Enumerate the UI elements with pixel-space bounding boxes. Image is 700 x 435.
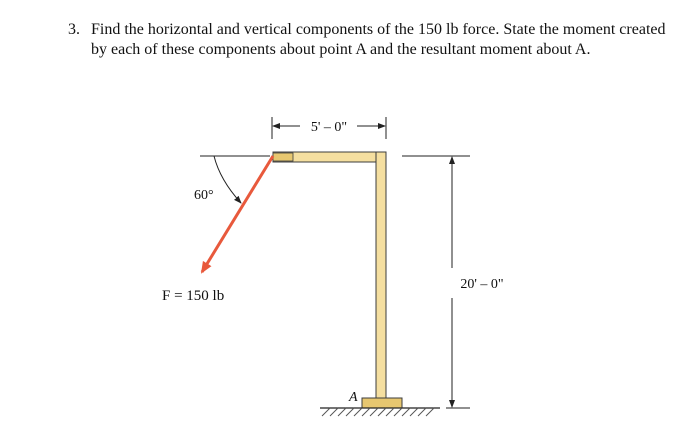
problem-text: Find the horizontal and vertical components of the 150 lb force. State the moment created by each of these components about point A and the resultant moment about A. — [91, 21, 666, 58]
angle-indicator — [194, 156, 241, 203]
ground-hatch — [322, 408, 434, 416]
dimension-right-label: 20' – 0" — [460, 277, 504, 292]
force-arrow — [202, 156, 273, 272]
dimension-top-label: 5' – 0" — [310, 120, 348, 135]
base-plate — [362, 398, 402, 408]
force-label: F = 150 lb — [162, 288, 225, 304]
beam-end-plate — [273, 153, 293, 161]
frame-member — [273, 152, 386, 398]
problem-number: 3. — [68, 21, 80, 38]
point-a-label: A — [349, 390, 358, 405]
angle-label: 60° — [194, 188, 214, 203]
vertical-column — [376, 152, 386, 398]
dimension-top — [272, 117, 386, 139]
dimension-right — [402, 156, 504, 408]
